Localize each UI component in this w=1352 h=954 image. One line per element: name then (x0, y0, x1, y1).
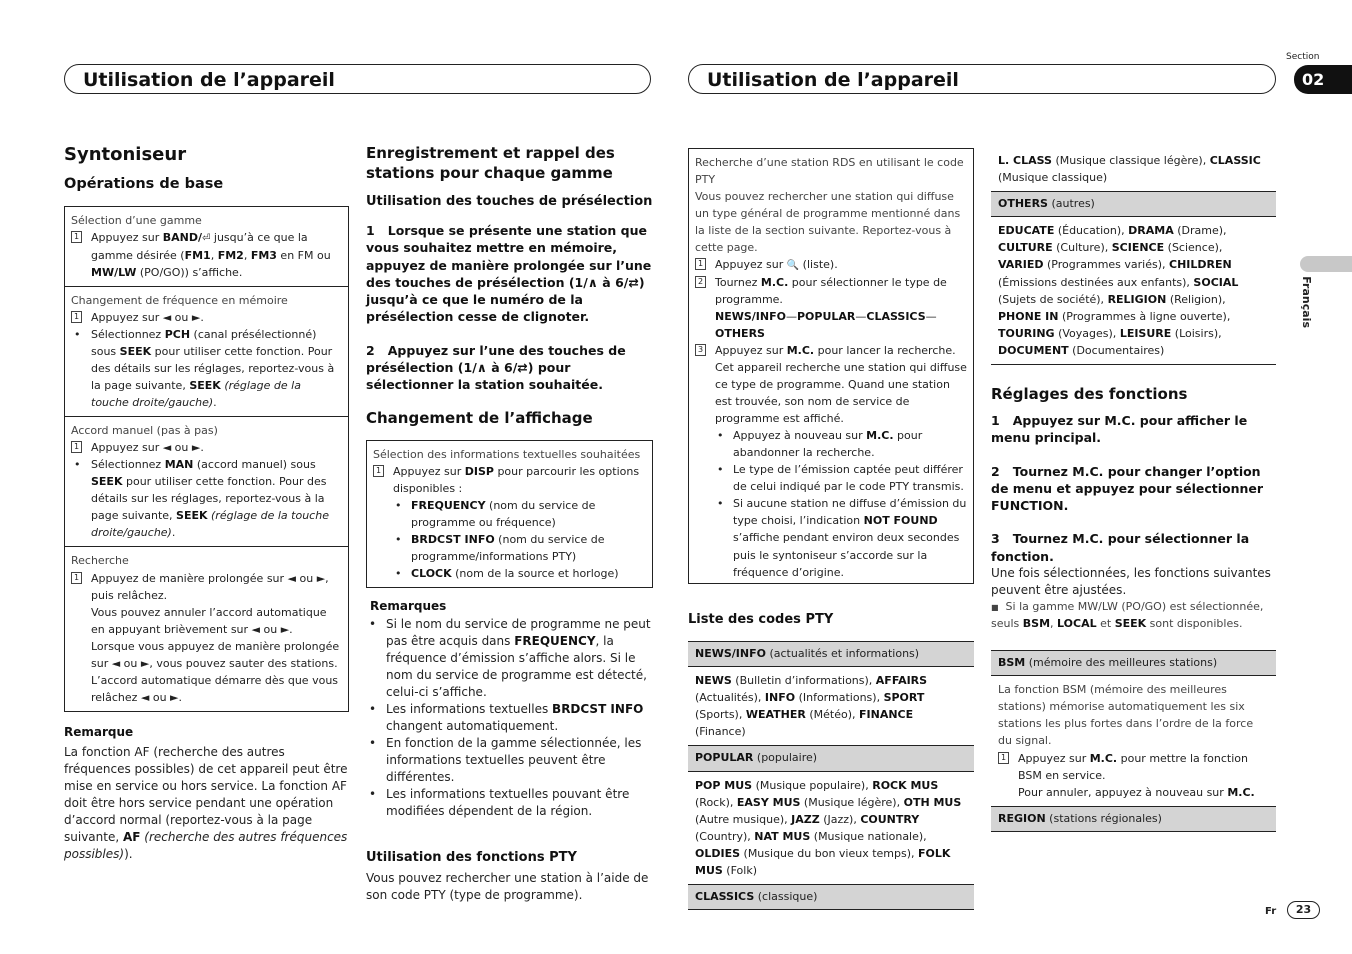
table-row: Changement de fréquence en mémoire 1 Appuyez sur ◄ ou ►. • Sélectionnez PCH (canal présélectionné) sous SEEK pour utiliser cette fonction. Pour des détails sur les réglages, reportez-vous à la page suivante, SEEK (réglage de la touche droite/gauche). (65, 287, 348, 417)
preset-step-1: 1 Lorsque se présente une station que vous souhaitez mettre en mémoire, appuyez de manière prolongée sur l’une des touches de présélection (1/∧ à 6/⇄) jusqu’à ce que le numéro de la présélection cesse de clignoter. (366, 223, 652, 325)
column-1 (64, 140, 349, 863)
table-row: EDUCATE (Éducation), DRAMA (Drame), CULTURE (Culture), SCIENCE (Science), VARIED (Programmes variés), CHILDREN (Émissions destinées aux enfants), SOCIAL (Sujets de société), RELIGION (Religion), PHONE IN (Programmes à ligne ouverte), TOURING (Voyages), LEISURE (Loisirs), DOCUMENT (Documentaires) (998, 224, 1239, 357)
table-row: OTHERS (autres) (991, 191, 1276, 217)
preset-step-2: 2 Appuyez sur l’une des touches de présélection (1/∧ à 6/⇄) pour sélectionner la station souhaitée. (366, 342, 626, 393)
functions-step-3: 3 Tournez M.C. pour sélectionner la fonction. (991, 531, 1250, 564)
section-label: Section (1286, 52, 1320, 62)
table-row: Accord manuel (pas à pas) 1 Appuyez sur ◄ ou ►. • Sélectionnez MAN (accord manuel) sous SEEK pour utiliser cette fonction. Pour des détails sur les réglages, reportez-vous à la page suivante, SEEK (réglage de la touche droite/gauche). (65, 417, 348, 547)
section-title-functions: Réglages des fonctions (991, 384, 1188, 403)
section-title-display: Changement de l’affichage (366, 409, 593, 428)
section-title-syntoniseur: Syntoniseur (64, 144, 187, 165)
pty-search-table (688, 148, 974, 584)
table-row: Sélection des informations textuelles souhaitées 1 Appuyez sur DISP pour parcourir les options disponibles : • FREQUENCY (nom du service de programme ou fréquence) • BRDCST INFO (nom du service de programme/informations PTY) • CLOCK (nom de la source et horloge) (367, 441, 652, 587)
basic-operations-table (64, 206, 349, 712)
footer-language: Fr (1265, 906, 1277, 917)
page-number: 23 (1287, 901, 1320, 919)
list-item: • Si le nom du service de programme ne peut pas être acquis dans FREQUENCY, la fréquence d’émission s’affiche alors. Si le nom du service de programme est détecté, celui-ci s’affiche. (366, 616, 653, 701)
functions-step-2: 2 Tournez M.C. pour changer l’option de menu et appuyez pour sélectionner FUNCTION. (991, 463, 1264, 514)
section-number: 02 (1294, 65, 1352, 94)
pty-list-title: Liste des codes PTY (688, 611, 834, 627)
table-row: REGION (stations régionales) (991, 806, 1276, 831)
list-item: • Les informations textuelles pouvant être modifiées dépendent de la région. (366, 786, 653, 820)
function-settings-table (991, 650, 1276, 832)
display-table (366, 440, 653, 588)
section-title-preset: Enregistrement et rappel des stations pour chaque gamme (366, 144, 615, 182)
subtitle-preset-keys: Utilisation des touches de présélection (366, 194, 653, 209)
subtitle-pty-functions: Utilisation des fonctions PTY (366, 850, 577, 866)
column-3 (688, 148, 974, 910)
remark-text: La fonction AF (recherche des autres fréquences possibles) de cet appareil peut être mise en service ou hors service. La fonction AF doit être hors service pendant une opération d’accord normal (reportez-vous à la page suivante, AF (recherche des autres fréquences possibles)). (64, 744, 348, 861)
subtitle-basic-operations: Opérations de base (64, 175, 224, 192)
header-title-right: Utilisation de l’appareil (707, 69, 959, 91)
functions-step-1: 1 Appuyez sur M.C. pour afficher le menu principal. (991, 413, 1248, 446)
list-item: • En fonction de la gamme sélectionnée, les informations textuelles peuvent être différentes. (366, 735, 653, 786)
table-row: POPULAR (populaire) (688, 745, 974, 771)
language-label: Français (1300, 276, 1314, 329)
table-row: CLASSICS (classique) (688, 884, 974, 909)
header-title-left: Utilisation de l’appareil (83, 69, 335, 91)
remarks-title: Remarques (370, 599, 447, 614)
table-row: Sélection d’une gamme 1 Appuyez sur BAND/⏎ jusqu’à ce que la gamme désirée (FM1, FM2, FM3 en FM ou MW/LW (PO/GO)) s’affiche. (65, 207, 348, 287)
table-row: POP MUS (Musique populaire), ROCK MUS (Rock), EASY MUS (Musique légère), OTH MUS (Autre musique), JAZZ (Jazz), COUNTRY (Country), NAT MUS (Musique nationale), OLDIES (Musique du bon vieux temps), FOLK MUS (Folk) (695, 778, 962, 877)
table-row: NEWS/INFO (actualités et informations) (688, 641, 974, 667)
table-row: Recherche 1 Appuyez de manière prolongée sur ◄ ou ►, puis relâchez. Vous pouvez annuler l’accord automatique en appuyant brièvement sur ◄ ou ►. Lorsque vous appuyez de manière prolongée sur ◄ ou ►, vous pouvez sauter des stations. L’accord automatique démarre dès que vous relâchez ◄ ou ►. (71, 554, 340, 704)
table-row: Recherche d’une station RDS en utilisant le code PTY Vous pouvez rechercher une station qui diffuse un type général de programme mentionné dans la liste de la section suivante. Reportez-vous à cette page. 1 Appuyez sur 🔍 (liste). 2 Tournez M.C. pour sélectionner le type de programme. NEWS/INFO—POPULAR—CLASSICS—OTHERS 3 Appuyez sur M.C. pour lancer la recherche. Cet appareil recherche une station qui diffuse ce type de programme. Quand une station est trouvée, son nom de service de programme est affiché. • Appuyez à nouveau sur M.C. pour abandonner la recherche. • Le type de l’émission captée peut différer de celui indiqué par le code PTY transmis. • Si aucune station ne diffuse d’émission du type choisi, l’indication NOT FOUND s’affiche pendant environ deux secondes puis le syntoniseur s’accorde sur la fréquence d’origine. (689, 149, 973, 583)
table-row: La fonction BSM (mémoire des meilleures stations) mémorise automatiquement les six stations les plus fortes dans l’ordre de la force du signal. 1 Appuyez sur M.C. pour mettre la fonction BSM en service. Pour annuler, appuyez à nouveau sur M.C. (998, 683, 1255, 799)
pty-intro-text: Vous pouvez rechercher une station à l’aide de son code PTY (type de programme). (366, 870, 649, 902)
pty-codes-table (688, 641, 974, 910)
table-row: NEWS (Bulletin d’informations), AFFAIRS (Actualités), INFO (Informations), SPORT (Sports), WEATHER (Météo), FINANCE (Finance) (695, 674, 928, 739)
pty-codes-table-cont (991, 148, 1276, 365)
remarks-list (366, 616, 653, 820)
list-item: • Les informations textuelles BRDCST INFO changent automatiquement. (366, 701, 653, 735)
functions-note: ■ Si la gamme MW/LW (PO/GO) est sélectionnée, seuls BSM, LOCAL et SEEK sont disponibles. (991, 600, 1264, 630)
remark-title: Remarque (64, 724, 134, 739)
header-bar-left (64, 64, 651, 94)
column-2 (366, 140, 653, 904)
header-bar-right (688, 64, 1276, 94)
functions-step-3-text: Une fois sélectionnées, les fonctions suivantes peuvent être ajustées. (991, 565, 1271, 598)
column-4 (991, 148, 1276, 832)
table-row: L. CLASS (Musique classique légère), CLASSIC (Musique classique) (998, 154, 1261, 185)
table-row: BSM (mémoire des meilleures stations) (991, 650, 1276, 676)
